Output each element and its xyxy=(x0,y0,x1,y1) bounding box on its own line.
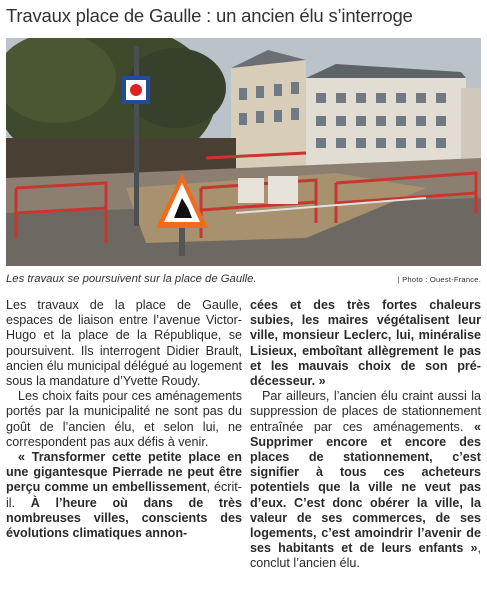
photo-caption: Les travaux se poursuivent sur la place de Gaulle. xyxy=(6,273,257,285)
article-headline: Travaux place de Gaulle : un ancien élu s’interroge xyxy=(6,5,413,26)
quote-conclusion: , conclut l’ancien élu. xyxy=(250,541,481,571)
paragraph-parking xyxy=(250,389,481,571)
quote-parking: « Supprimer encore et encore des places de stationnement, c’est signifier à tous ces acheteurs potentiels que la ville ne veut pas d’eux. C’est donc obérer la ville, la valeur de ses commerces, de ses logements, c’est amoindrir l’avenir de ses habitants et de leurs enfants » xyxy=(250,419,481,556)
paragraph-quote-start xyxy=(6,450,242,541)
paragraph-intro: Les travaux de la place de Gaulle, espaces de liaison entre l’avenue Victor-Hugo et la place de la République, se poursuivent. Ils interrogent Didier Brault, ancien élu municipal délégué au logement sous la mandature d’Yvette Roudy. xyxy=(6,298,242,389)
quote-text: « Transformer cette petite place en une gigantesque Pierrade ne peut être perçu comme un embellissement xyxy=(6,450,242,495)
quote-text-continued: À l’heure où dans de très nombreuses villes, conscients des évolutions climatiques annon- xyxy=(6,495,242,541)
paragraph-parking-text: Par ailleurs, l’ancien élu craint aussi la suppression de places de stationnement entraînée par ces aménagements. xyxy=(250,389,481,434)
paragraph-choices: Les choix faits pour ces aménagements portés par la municipalité ne sont pas du goût de l’ancien élu, et selon lui, ne correspondent pas aux défis à venir. xyxy=(6,389,242,449)
quote-attribution: , écrit-il. xyxy=(6,480,242,510)
paragraph-quote-end xyxy=(250,298,481,389)
article-photo xyxy=(6,38,481,266)
article-right-column xyxy=(250,298,481,572)
quote-text: cées et des très fortes chaleurs subies, les maires végétalisent leur ville, monsieur Leclerc, lui, minéralise Lisieux, emboîtant allègrement le pas et les mauvais choix de son prédécesseur. » xyxy=(250,298,481,389)
article-left-column xyxy=(6,298,242,541)
photo-credit: | Photo : Ouest-France. xyxy=(397,275,481,284)
